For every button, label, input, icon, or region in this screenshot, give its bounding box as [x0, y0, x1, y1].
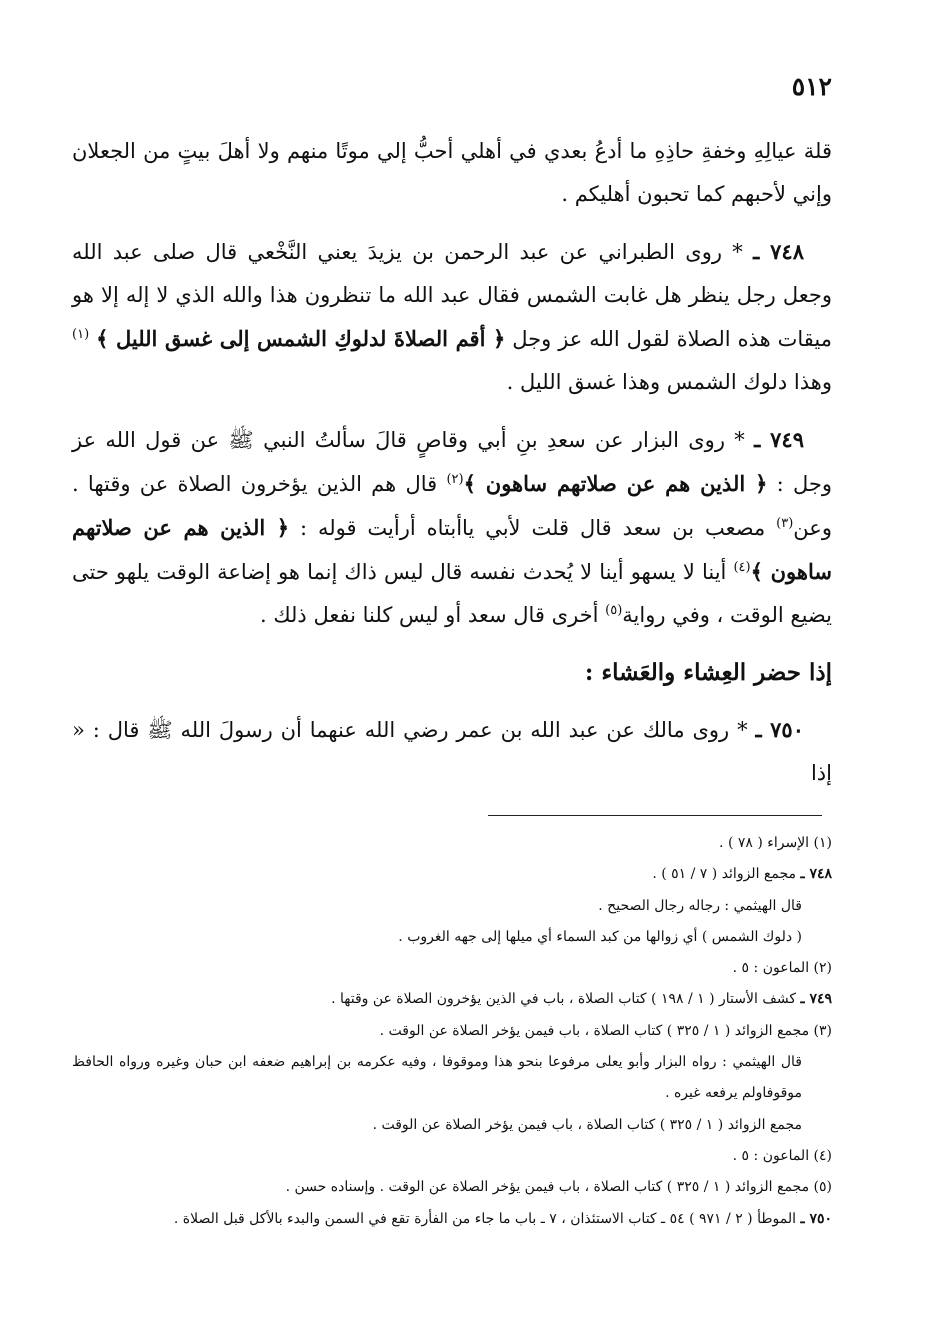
footnote — [72, 1110, 832, 1141]
footnote-text: مجمع الزوائد ( ١ / ٣٢٥ ) كتاب الصلاة ، باب فيمن يؤخر الصلاة عن الوقت . — [379, 1022, 810, 1039]
footnote-text: مجمع الزوائد ( ١ / ٣٢٥ ) كتاب الصلاة ، باب فيمن يؤخر الصلاة عن الوقت . وإسناده حسن . — [285, 1179, 810, 1196]
footnote-text: كشف الأستار ( ١ / ١٩٨ ) كتاب الصلاة ، باب في الذين يؤخرون الصلاة عن وقتها . — [331, 991, 796, 1008]
hadith-text: * روى البزار عن سعدِ بنِ أبي وقاصٍ قالَ سألتُ النبي ﷺ عن قول الله عز وجل : — [72, 428, 832, 496]
footnote-label: ٧٤٩ ـ — [800, 991, 832, 1008]
footnote-label: (٥) — [813, 1179, 832, 1196]
hadith-text: أخرى قال سعد أو ليس كلنا نفعل ذلك . — [259, 603, 599, 627]
hadith-number: ٧٤٩ ـ — [754, 427, 804, 452]
footnote — [72, 891, 832, 922]
footnote-text: مجمع الزوائد ( ٧ / ٥١ ) . — [652, 866, 796, 883]
footnote-label: (٣) — [813, 1022, 832, 1039]
section-heading: إذا حضر العِشاء والعَشاء : — [584, 659, 832, 686]
footnote — [72, 922, 832, 953]
footnote-ref: (٢) — [446, 472, 464, 487]
quran-verse: ﴿ الذين هم عن صلاتهم ساهون ﴾ — [72, 515, 832, 584]
hadith-number: ٧٤٨ ـ — [753, 239, 804, 264]
paragraph-text: قلة عيالِهِ وخفةِ حاذِهِ ما أدعُ بعدي في أهلي أحبُّ إلي موتًا منهم ولا أهلَ بيتٍ من الجعلان وإني لأحبهم كما تحبون أهليكم . — [72, 139, 832, 206]
footnote — [72, 953, 832, 984]
hadith-text: أينا لا يسهو أينا لا يُحدث نفسه قال ليس ذاك إنما هو إضاعة الوقت يلهو حتى يضيع الوقت ، وفي رواية — [72, 560, 832, 627]
footnote-text: قال الهيثمي : رجاله رجال الصحيح . — [598, 897, 802, 914]
hadith-text: * روى الطبراني عن عبد الرحمن بن يزيدَ يعني النَّخْعي قال صلى عبد الله وجعل رجل ينظر هل غابت الشمس فقال عبد الله ما تنظرون هذا والله الذي لا إله إلا هو ميقات هذه الصلاة لقول الله عز وجل — [72, 240, 832, 351]
hadith-text: * روى مالك عن عبد الله بن عمر رضي الله عنهما أن رسولَ الله ﷺ قال : « إذا — [72, 718, 832, 785]
footnote-label: ٧٤٨ ـ — [800, 866, 832, 883]
hadith-750 — [72, 708, 832, 795]
quran-verse: ﴿ الذين هم عن صلاتهم ساهون ﴾ — [463, 471, 768, 496]
hadith-text: وهذا دلوك الشمس وهذا غسق الليل . — [506, 370, 832, 394]
footnote — [72, 1047, 832, 1110]
footnote-label: (٤) — [813, 1147, 832, 1164]
footnote-text: الماعون : ٥ . — [732, 960, 810, 977]
footnote-label: (١) — [813, 835, 832, 851]
page-number: ٥١٢ — [791, 72, 832, 101]
footnote — [72, 1016, 832, 1047]
footnote-text: الإسراء ( ٧٨ ) . — [719, 835, 810, 851]
footnote-text: قال الهيثمي : رواه البزار وأبو يعلى مرفوعا بنحو هذا وموقوفا ، وفيه عكرمه بن إبراهيم ضعفه ابن حبان وغيره ورواه الحافظ موقوفاولم يرفعه غيره . — [72, 1054, 802, 1102]
footnote-ref: (١) — [72, 327, 90, 342]
footnotes — [72, 828, 832, 1235]
footnote-text: الماعون : ٥ . — [732, 1147, 810, 1164]
hadith-text: قال هم الذين يؤخرون الصلاة عن وقتها . وعن — [72, 472, 832, 540]
footnote-text: مجمع الزوائد ( ١ / ٣٢٥ ) كتاب الصلاة ، باب فيمن يؤخر الصلاة عن الوقت . — [372, 1116, 802, 1133]
quran-verse: ﴿ أقم الصلاةَ لدلوكِ الشمس إلى غسق الليل ﴾ — [96, 326, 506, 351]
footnote — [72, 859, 832, 890]
hadith-number: ٧٥٠ ـ — [755, 717, 804, 742]
footnote — [72, 828, 832, 859]
footnote-text: ( دلوك الشمس ) أي زوالها من كبد السماء أي ميلها إلى جهه الغروب . — [398, 928, 802, 945]
footnote-text: الموطأ ( ٢ / ٩٧١ ) ٥٤ ـ كتاب الاستئذان ، ٧ ـ باب ما جاء من الفأرة تقع في السمن والبدء بالأكل قبل الصلاة . — [173, 1210, 796, 1227]
footnote-label: ٧٥٠ ـ — [800, 1210, 832, 1227]
paragraph-continuation — [72, 130, 832, 216]
main-text — [72, 130, 832, 809]
footnote — [72, 1204, 832, 1235]
footnote-ref: (٣) — [776, 516, 794, 531]
footnote-label: (٢) — [813, 960, 832, 977]
footnote-divider — [488, 815, 822, 816]
footnote — [72, 984, 832, 1015]
hadith-748 — [72, 230, 832, 404]
footnote — [72, 1172, 832, 1203]
footnote — [72, 1141, 832, 1172]
hadith-749 — [72, 418, 832, 637]
hadith-text: مصعب بن سعد قال قلت لأبي ياأبتاه أرأيت قوله : — [299, 516, 766, 540]
footnote-ref: (٥) — [605, 603, 623, 618]
footnote-ref: (٤) — [733, 560, 751, 575]
